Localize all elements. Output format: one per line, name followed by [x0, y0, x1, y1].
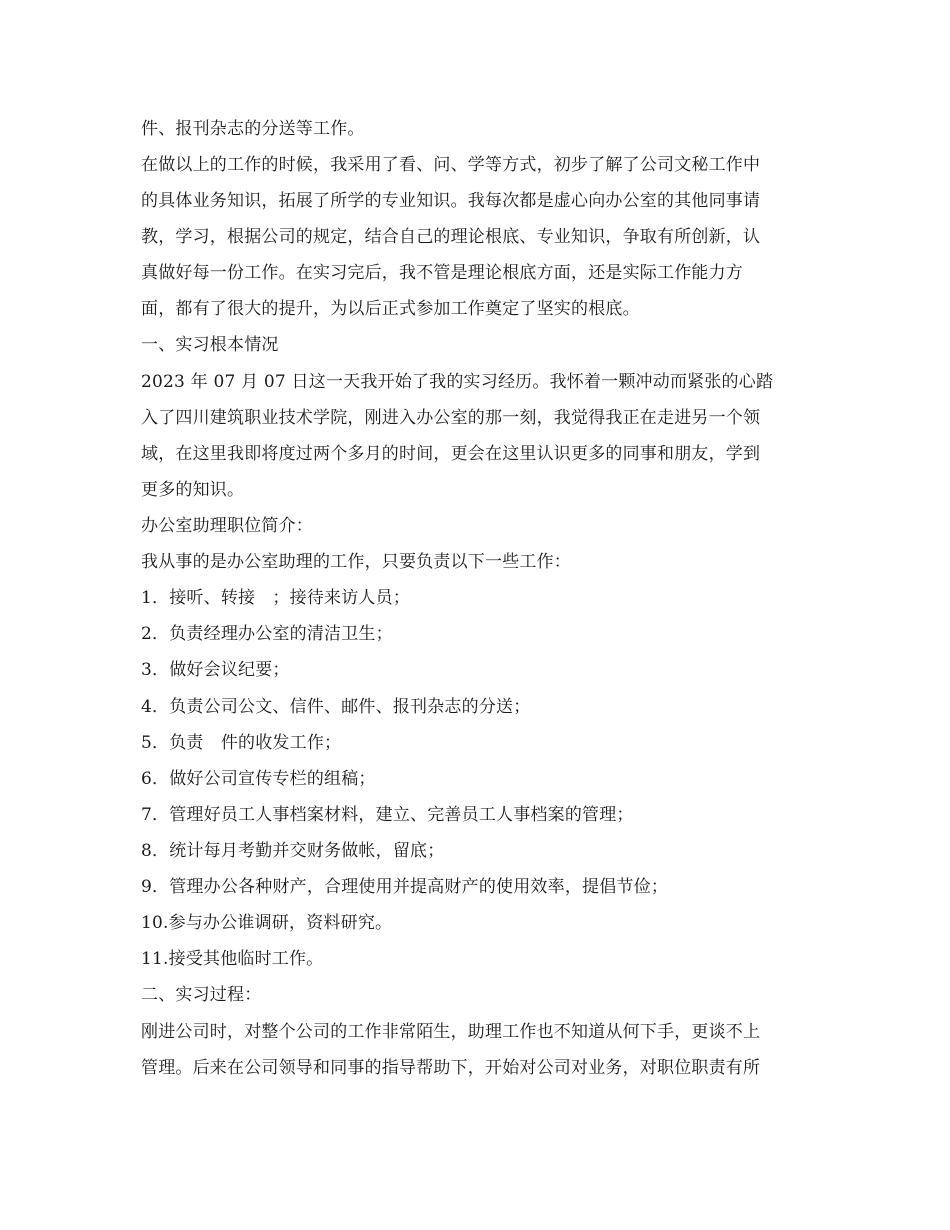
list-item: 6．做好公司宣传专栏的组稿；: [141, 769, 376, 789]
list-item: 4．负责公司公文、信件、邮件、报刊杂志的分送；: [141, 697, 531, 717]
text-line: 2023 年 07 月 07 日这一天我开始了我的实习经历。我怀着一颗冲动而紧张的心踏: [141, 372, 774, 392]
list-item: 11.接受其他临时工作。: [141, 949, 324, 969]
text-line: 在做以上的工作的时候，我采用了看、问、学等方式，初步了解了公司文秘工作中: [141, 155, 761, 175]
text-line: 刚进公司时，对整个公司的工作非常陌生，助理工作也不知道从何下手，更谈不上: [141, 1022, 761, 1042]
text-line: 教，学习，根据公司的规定，结合自己的理论根底、专业知识，争取有所创新，认: [141, 227, 761, 247]
text-line: 我从事的是办公室助理的工作，只要负责以下一些工作：: [141, 552, 571, 572]
section-heading: 一、实习根本情况: [141, 335, 279, 355]
subheading: 办公室助理职位简介：: [141, 516, 313, 536]
list-item: 7．管理好员工人事档案材料，建立、完善员工人事档案的管理；: [141, 805, 634, 825]
text-line: 域，在这里我即将度过两个多月的时间，更会在这里认识更多的同事和朋友，学到: [141, 444, 761, 464]
text-line: 面，都有了很大的提升，为以后正式参加工作奠定了坚实的根底。: [141, 299, 640, 319]
list-item: 5．负责 件的收发工作；: [141, 733, 342, 753]
text-line: 的具体业务知识，拓展了所学的专业知识。我每次都是虚心向办公室的其他同事请: [141, 191, 761, 211]
list-item: 9．管理办公各种财产，合理使用并提高财产的使用效率，提倡节俭；: [141, 877, 669, 897]
list-item: 8．统计每月考勤并交财务做帐，留底；: [141, 841, 445, 861]
text-line: 管理。后来在公司领导和同事的指导帮助下，开始对公司对业务，对职位职责有所: [141, 1058, 761, 1078]
text-line: 更多的知识。: [141, 480, 245, 500]
list-item: 10.参与办公谁调研，资料研究。: [141, 913, 393, 933]
text-line: 入了四川建筑职业技术学院，刚进入办公室的那一刻，我觉得我正在走进另一个领: [141, 408, 761, 428]
list-item: 2．负责经理办公室的清洁卫生；: [141, 624, 393, 644]
text-line: 真做好每一份工作。在实习完后，我不管是理论根底方面，还是实际工作能力方: [141, 263, 743, 283]
list-item: 1．接听、转接 ；接待来访人员；: [141, 588, 411, 608]
text-line: 件、报刊杂志的分送等工作。: [141, 119, 365, 139]
section-heading: 二、实习过程：: [141, 985, 262, 1005]
list-item: 3．做好会议纪要；: [141, 660, 290, 680]
